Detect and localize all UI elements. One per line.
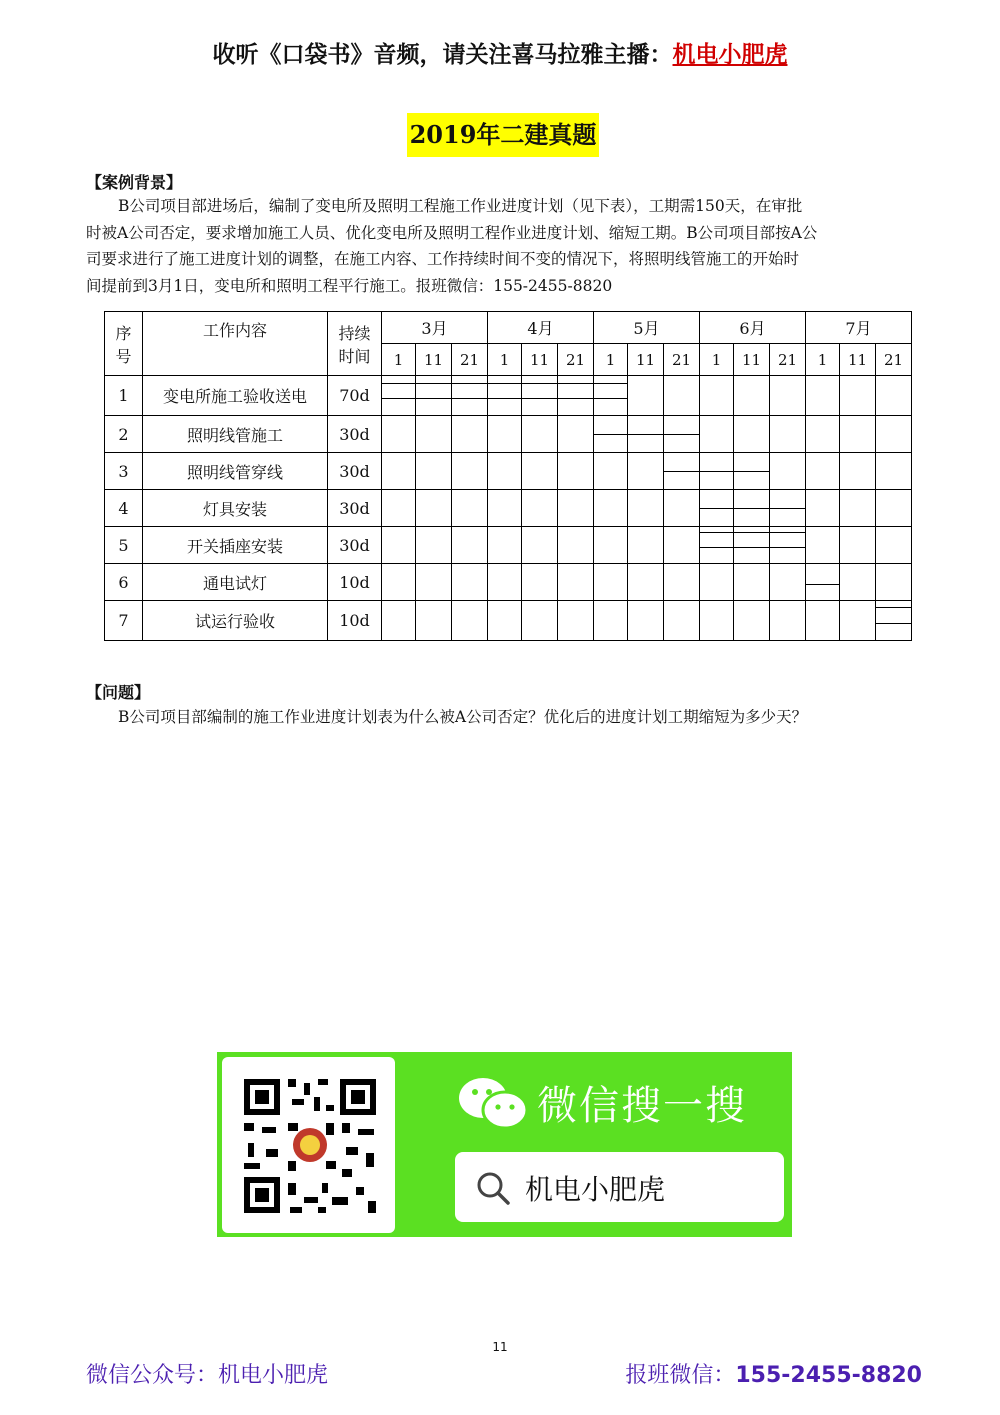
day-header: 21 bbox=[664, 344, 700, 376]
schedule-cell bbox=[452, 601, 488, 641]
schedule-cell bbox=[488, 564, 522, 601]
day-header: 21 bbox=[452, 344, 488, 376]
schedule-cell bbox=[840, 376, 876, 416]
cell-seq: 2 bbox=[105, 416, 143, 453]
schedule-cell bbox=[876, 564, 912, 601]
schedule-cell bbox=[488, 601, 522, 641]
schedule-cell bbox=[488, 490, 522, 527]
schedule-cell bbox=[840, 416, 876, 453]
schedule-cell bbox=[416, 564, 452, 601]
cell-work: 照明线管施工 bbox=[143, 416, 328, 453]
schedule-cell bbox=[770, 453, 806, 490]
schedule-cell bbox=[700, 376, 734, 416]
wechat-logo-icon bbox=[457, 1074, 529, 1132]
footer-contact bbox=[625, 1358, 922, 1389]
schedule-cell bbox=[558, 527, 594, 564]
schedule-cell bbox=[628, 601, 664, 641]
schedule-cell bbox=[558, 490, 594, 527]
schedule-cell bbox=[488, 376, 522, 416]
schedule-cell bbox=[452, 564, 488, 601]
schedule-cell bbox=[594, 490, 628, 527]
day-header: 1 bbox=[700, 344, 734, 376]
schedule-cell bbox=[558, 453, 594, 490]
gantt-bar bbox=[700, 547, 806, 548]
schedule-cell bbox=[522, 416, 558, 453]
schedule-cell bbox=[382, 376, 416, 416]
day-header: 1 bbox=[594, 344, 628, 376]
day-header: 1 bbox=[488, 344, 522, 376]
table-header-row bbox=[105, 312, 912, 344]
gantt-bar bbox=[664, 471, 770, 472]
schedule-cell bbox=[876, 490, 912, 527]
work-header: 工作内容 bbox=[143, 312, 328, 376]
day-header: 11 bbox=[840, 344, 876, 376]
background-line: 时被A公司否定，要求增加施工人员、优化变电所及照明工程作业进度计划、缩短工期。B公司项目部按A公 bbox=[86, 223, 818, 242]
schedule-cell bbox=[664, 376, 700, 416]
schedule-cell bbox=[416, 490, 452, 527]
schedule-cell bbox=[628, 564, 664, 601]
schedule-cell bbox=[452, 490, 488, 527]
day-header: 21 bbox=[876, 344, 912, 376]
gantt-bar bbox=[876, 623, 912, 624]
background-line: 司要求进行了施工进度计划的调整，在施工内容、工作持续时间不变的情况下，将照明线管施工的开始时 bbox=[86, 250, 800, 268]
cell-work: 开关插座安装 bbox=[143, 527, 328, 564]
day-header: 11 bbox=[734, 344, 770, 376]
schedule-cell bbox=[382, 601, 416, 641]
day-header: 1 bbox=[806, 344, 840, 376]
schedule-cell bbox=[522, 376, 558, 416]
qr-code-icon bbox=[222, 1057, 395, 1233]
host-name[interactable]: 机电小肥虎 bbox=[672, 42, 788, 68]
cell-duration: 30d bbox=[328, 453, 382, 490]
day-header: 1 bbox=[382, 344, 416, 376]
month-header: 7月 bbox=[806, 312, 912, 344]
schedule-cell bbox=[558, 601, 594, 641]
schedule-cell bbox=[734, 376, 770, 416]
schedule-cell bbox=[876, 376, 912, 416]
schedule-cell bbox=[558, 376, 594, 416]
schedule-cell bbox=[452, 376, 488, 416]
cell-work: 灯具安装 bbox=[143, 490, 328, 527]
schedule-cell bbox=[700, 601, 734, 641]
cell-seq: 4 bbox=[105, 490, 143, 527]
schedule-cell bbox=[416, 527, 452, 564]
schedule-cell bbox=[522, 453, 558, 490]
background-line: B公司项目部进场后，编制了变电所及照明工程施工作业进度计划（见下表），工期需150天，在审批 bbox=[118, 197, 803, 215]
cell-seq: 7 bbox=[105, 601, 143, 641]
cell-seq: 1 bbox=[105, 376, 143, 416]
schedule-cell bbox=[770, 601, 806, 641]
search-box[interactable] bbox=[455, 1152, 784, 1222]
day-header: 11 bbox=[522, 344, 558, 376]
cell-seq: 6 bbox=[105, 564, 143, 601]
schedule-cell bbox=[594, 601, 628, 641]
schedule-cell bbox=[840, 527, 876, 564]
cell-duration: 10d bbox=[328, 601, 382, 641]
background-label: 【案例背景】 bbox=[86, 173, 183, 192]
schedule-cell bbox=[416, 601, 452, 641]
day-header: 11 bbox=[628, 344, 664, 376]
schedule-cell bbox=[522, 564, 558, 601]
schedule-cell bbox=[664, 601, 700, 641]
schedule-cell bbox=[840, 564, 876, 601]
schedule-cell bbox=[770, 416, 806, 453]
day-header: 21 bbox=[770, 344, 806, 376]
question-label: 【问题】 bbox=[86, 683, 151, 702]
search-icon bbox=[475, 1170, 511, 1206]
table-row bbox=[105, 453, 912, 490]
schedule-cell bbox=[628, 490, 664, 527]
schedule-cell bbox=[628, 527, 664, 564]
gantt-bar bbox=[700, 508, 806, 509]
seq-header: 序 号 bbox=[105, 312, 143, 376]
schedule-cell bbox=[488, 453, 522, 490]
schedule-cell bbox=[806, 416, 840, 453]
footer-contact-number: 155-2455-8820 bbox=[735, 1363, 922, 1388]
schedule-cell bbox=[806, 601, 840, 641]
schedule-cell bbox=[558, 564, 594, 601]
schedule-cell bbox=[734, 564, 770, 601]
schedule-cell bbox=[382, 527, 416, 564]
schedule-cell bbox=[488, 416, 522, 453]
wechat-search-banner[interactable] bbox=[217, 1052, 792, 1237]
day-header: 11 bbox=[416, 344, 452, 376]
schedule-cell bbox=[876, 416, 912, 453]
schedule-cell bbox=[664, 564, 700, 601]
gantt-bar bbox=[876, 607, 912, 608]
cell-duration: 10d bbox=[328, 564, 382, 601]
schedule-cell bbox=[628, 453, 664, 490]
schedule-cell bbox=[416, 416, 452, 453]
page-title: 2019年二建真题 bbox=[407, 113, 599, 157]
schedule-cell bbox=[734, 416, 770, 453]
background-paragraph bbox=[86, 193, 926, 299]
cell-seq: 5 bbox=[105, 527, 143, 564]
schedule-cell bbox=[770, 376, 806, 416]
schedule-cell bbox=[628, 376, 664, 416]
schedule-cell bbox=[876, 527, 912, 564]
schedule-cell bbox=[416, 453, 452, 490]
schedule-cell bbox=[664, 527, 700, 564]
cell-seq: 3 bbox=[105, 453, 143, 490]
schedule-table bbox=[104, 311, 912, 641]
gantt-bar bbox=[806, 584, 840, 585]
schedule-cell bbox=[452, 453, 488, 490]
schedule-cell bbox=[452, 527, 488, 564]
month-header: 3月 bbox=[382, 312, 488, 344]
wechat-search-label: 微信搜一搜 bbox=[537, 1083, 747, 1129]
schedule-cell bbox=[382, 453, 416, 490]
schedule-cell bbox=[416, 376, 452, 416]
schedule-cell bbox=[382, 490, 416, 527]
schedule-cell bbox=[806, 527, 840, 564]
cell-work: 照明线管穿线 bbox=[143, 453, 328, 490]
search-term: 机电小肥虎 bbox=[525, 1173, 666, 1206]
schedule-cell bbox=[806, 564, 840, 601]
schedule-cell bbox=[840, 490, 876, 527]
month-header: 6月 bbox=[700, 312, 806, 344]
question-text: B公司项目部编制的施工作业进度计划表为什么被A公司否定？优化后的进度计划工期缩短为多少天？ bbox=[118, 708, 808, 726]
footer-wechat-account: 微信公众号：机电小肥虎 bbox=[86, 1363, 329, 1388]
schedule-cell bbox=[382, 416, 416, 453]
qr-code bbox=[222, 1057, 395, 1233]
table-row bbox=[105, 416, 912, 453]
table-row bbox=[105, 564, 912, 601]
schedule-cell bbox=[488, 527, 522, 564]
cell-duration: 70d bbox=[328, 376, 382, 416]
schedule-cell bbox=[382, 564, 416, 601]
cell-duration: 30d bbox=[328, 416, 382, 453]
background-line: 间提前到3月1日，变电所和照明工程平行施工。报班微信：155-2455-8820 bbox=[86, 276, 613, 295]
schedule-cell bbox=[806, 453, 840, 490]
cell-work: 试运行验收 bbox=[143, 601, 328, 641]
schedule-cell bbox=[806, 490, 840, 527]
header-prefix: 收听《口袋书》音频，请关注喜马拉雅主播： bbox=[212, 42, 673, 68]
schedule-cell bbox=[734, 601, 770, 641]
schedule-cell bbox=[452, 416, 488, 453]
schedule-cell bbox=[594, 376, 628, 416]
schedule-cell bbox=[522, 490, 558, 527]
month-header: 5月 bbox=[594, 312, 700, 344]
gantt-bar bbox=[594, 434, 700, 435]
gantt-bar bbox=[700, 532, 806, 533]
day-header: 21 bbox=[558, 344, 594, 376]
schedule-cell bbox=[594, 453, 628, 490]
cell-work: 通电试灯 bbox=[143, 564, 328, 601]
duration-header: 持续 时间 bbox=[328, 312, 382, 376]
table-row bbox=[105, 601, 912, 641]
schedule-cell bbox=[806, 376, 840, 416]
schedule-cell bbox=[664, 490, 700, 527]
schedule-cell bbox=[522, 527, 558, 564]
schedule-cell bbox=[770, 564, 806, 601]
schedule-cell bbox=[840, 453, 876, 490]
schedule-cell bbox=[840, 601, 876, 641]
cell-duration: 30d bbox=[328, 490, 382, 527]
schedule-cell bbox=[876, 453, 912, 490]
schedule-cell bbox=[700, 564, 734, 601]
month-header: 4月 bbox=[488, 312, 594, 344]
page-number: 11 bbox=[492, 1340, 508, 1354]
page-header bbox=[0, 36, 1000, 69]
cell-work: 变电所施工验收送电 bbox=[143, 376, 328, 416]
table-row bbox=[105, 376, 912, 416]
footer-contact-label: 报班微信： bbox=[625, 1363, 736, 1388]
schedule-cell bbox=[594, 527, 628, 564]
cell-duration: 30d bbox=[328, 527, 382, 564]
schedule-cell bbox=[594, 564, 628, 601]
schedule-cell bbox=[522, 601, 558, 641]
gantt-bar bbox=[382, 383, 628, 384]
schedule-cell bbox=[558, 416, 594, 453]
schedule-cell bbox=[700, 416, 734, 453]
gantt-bar bbox=[382, 398, 628, 399]
